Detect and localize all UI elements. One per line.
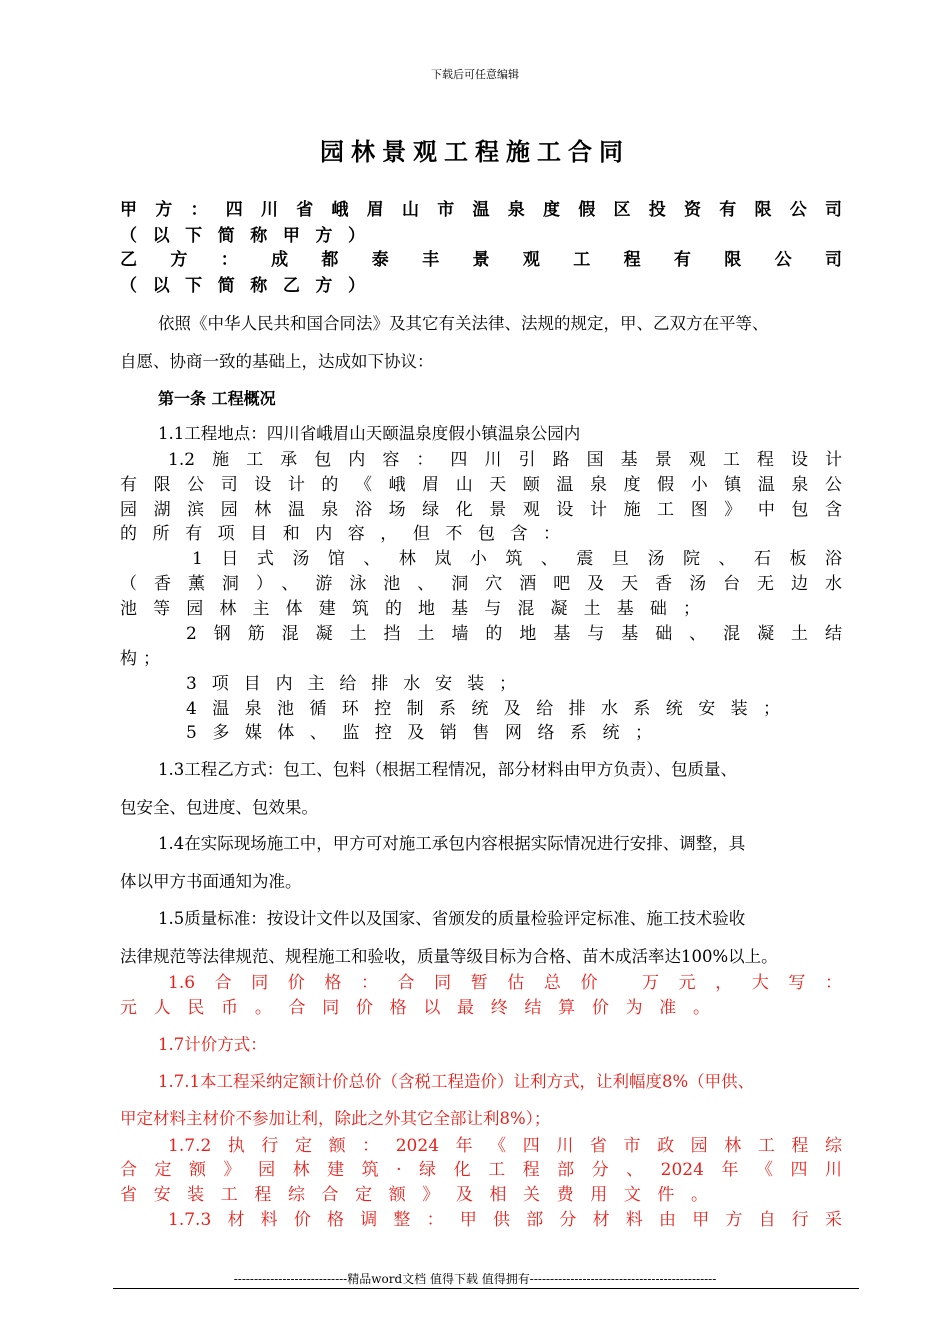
clause-1-7-1-line-1: 1.7.1本工程采纳定额计价总价（含税工程造价）让利方式，让利幅度8%（甲供、	[158, 1072, 755, 1091]
party-b-line: 乙方：成都泰丰景观工程有限公司	[120, 250, 842, 270]
clause-1-2-line-3: 园湖滨园林温泉浴场绿化景观设计施工图》中包含	[120, 500, 842, 520]
party-a-line: 甲方：四川省峨眉山市温泉度假区投资有限公司	[120, 200, 842, 220]
exclusion-1-line-3: 池等园林主体建筑的地基与混凝土基础；	[120, 599, 700, 619]
clause-1-6-line-1: 1.6合同价格：合同暂估总价 万元，大写：	[168, 973, 842, 993]
party-a-abbrev: （以下简称甲方）	[120, 226, 365, 246]
page-header: 下载后可任意编辑	[431, 68, 519, 81]
clause-1-4-line-1: 1.4在实际现场施工中，甲方可对施工承包内容根据实际情况进行安排、调整，具	[158, 834, 746, 853]
clause-1-7-1-line-2: 甲定材料主材价不参加让利，除此之外其它全部让利8%）；	[120, 1109, 551, 1128]
exclusion-4: 4温泉池循环控制系统及给排水系统安装；	[186, 699, 780, 719]
page-footer: ----------------------------精品word文档 值得下载 值得拥有----------------------------------------------	[233, 1272, 717, 1286]
clause-1-4-line-2: 体以甲方书面通知为准。	[120, 872, 302, 891]
clause-1-5-line-2: 法律规范等法律规范、规程施工和验收，质量等级目标为合格、苗木成活率达100%以上。	[120, 947, 778, 966]
party-b-abbrev: （以下简称乙方）	[120, 276, 365, 296]
clause-1-7-2-line-3: 省安装工程综合定额》及相关费用文件。	[120, 1185, 708, 1205]
intro-line-1: 依照《中华人民共和国合同法》及其它有关法律、法规的规定，甲、乙双方在平等、	[158, 314, 769, 333]
clause-1-1: 1.1工程地点：四川省峨眉山天颐温泉度假小镇温泉公园内	[158, 424, 581, 443]
clause-1-3-line-1: 1.3工程乙方式：包工、包料（根据工程情况，部分材料由甲方负责）、包质量、	[158, 760, 737, 779]
exclusion-3: 3项目内主给排水安装；	[186, 674, 516, 694]
clause-1-7-2-line-1: 1.7.2执行定额：2024年《四川省市政园林工程综	[168, 1136, 842, 1156]
clause-1-2-line-2: 有限公司设计的《峨眉山天颐温泉度假小镇温泉公	[120, 475, 842, 495]
contract-title: 园林景观工程施工合同	[320, 138, 630, 166]
clause-1-2-line-1: 1.2施工承包内容：四川引路国基景观工程设计	[168, 450, 842, 470]
article-1-heading: 第一条 工程概况	[158, 389, 276, 408]
clause-1-7: 1.7计价方式：	[158, 1035, 267, 1054]
exclusion-2-line-1: 2钢筋混凝土挡土墙的地基与基础、混凝土结	[186, 624, 842, 644]
exclusion-1-line-1: 1日式汤馆、林岚小筑、震旦汤院、石板浴	[192, 549, 842, 569]
exclusion-2-line-2: 构；	[120, 649, 160, 669]
clause-1-3-line-2: 包安全、包进度、包效果。	[120, 798, 318, 817]
exclusion-1-line-2: （香薰洞）、游泳池、洞穴酒吧及天香汤台无边水	[120, 574, 842, 594]
clause-1-6-line-2: 元人民币。合同价格以最终结算价为准。	[120, 998, 710, 1018]
clause-1-7-2-line-2: 合定额》园林建筑·绿化工程部分、2024年《四川	[120, 1160, 842, 1180]
exclusion-5: 5多媒体、监控及销售网络系统；	[186, 723, 652, 743]
clause-1-2-line-4: 的所有项目和内容，但不包含：	[120, 524, 560, 544]
footer-divider	[113, 1288, 859, 1289]
clause-1-7-3-line-1: 1.7.3材料价格调整：甲供部分材料由甲方自行采	[168, 1210, 842, 1230]
clause-1-5-line-1: 1.5质量标准：按设计文件以及国家、省颁发的质量检验评定标准、施工技术验收	[158, 909, 746, 928]
intro-line-2: 自愿、协商一致的基础上，达成如下协议：	[120, 352, 434, 371]
